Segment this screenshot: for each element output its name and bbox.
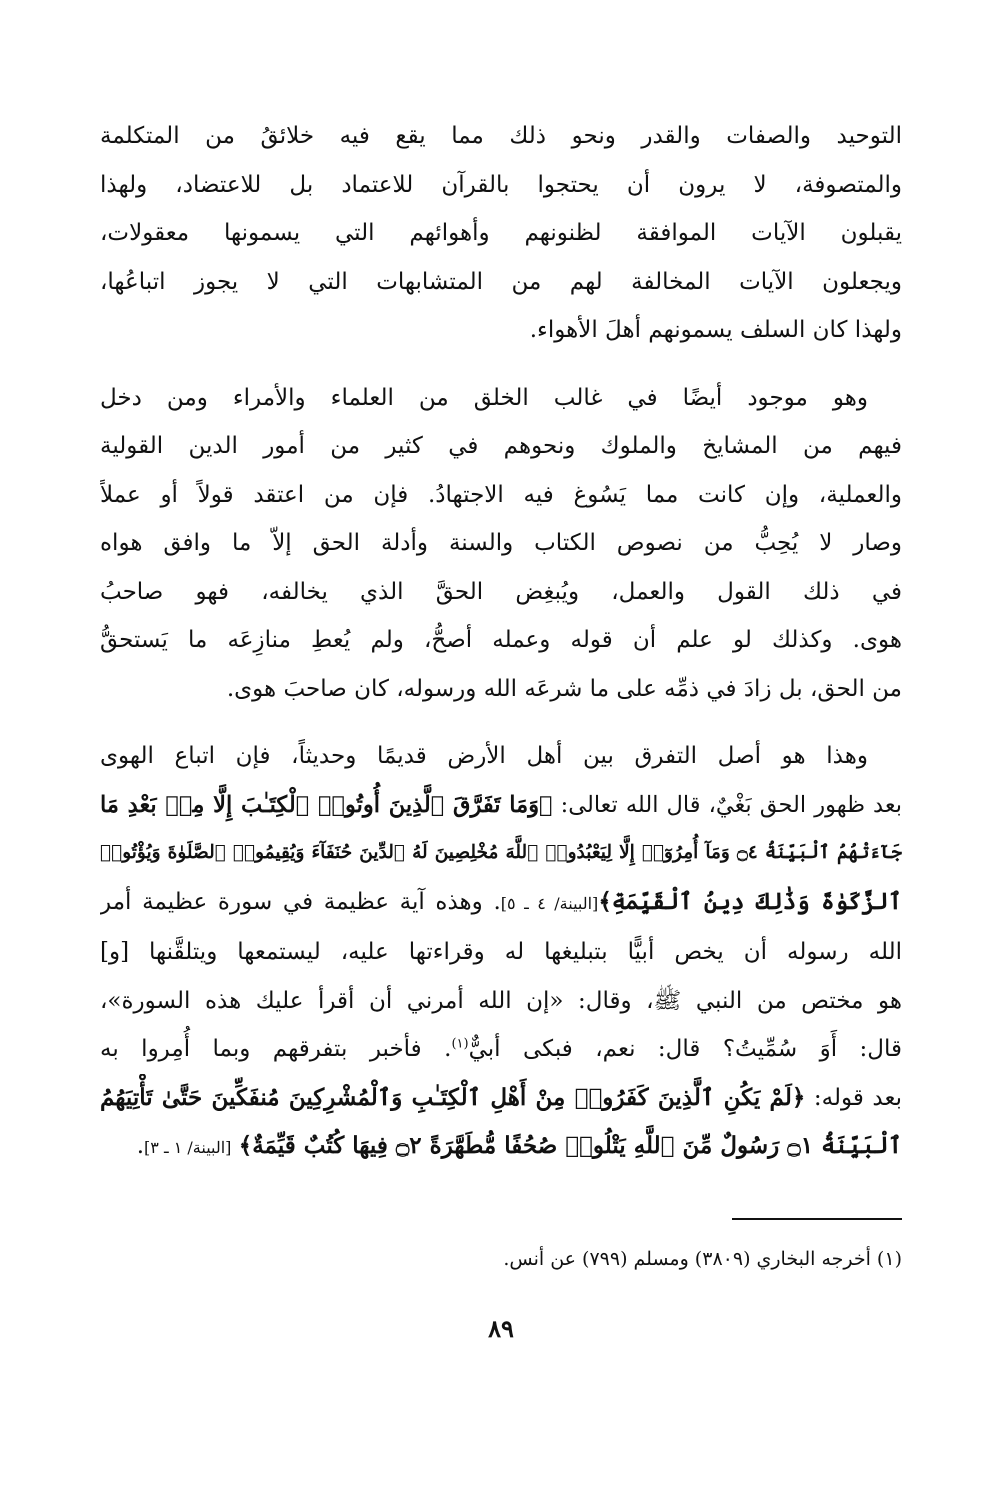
quran-verse-line: جَآءَتْهُمُ ٱلْبَيِّنَةُ ۝٤ وَمَآ أُمِرُوٓا۟ إِلَّا لِيَعْبُدُوا۟ ٱللَّهَ مُخْلِصِينَ لَهُ ٱلدِّينَ حُنَفَآءَ وَيُقِيمُوا۟ ٱلصَّلَوٰةَ وَيُؤْتُوا۟ <box>100 842 902 863</box>
text-line: فيهم من المشايخ والملوك ونحوهم في كثير من أمور الدين القولية <box>100 433 902 459</box>
text-line: يقبلون الآيات الموافقة لظنونهم وأهوائهم التي يسمونها معقولات، <box>100 220 902 246</box>
line-text: . فأخبر بتفرقهم وبما أُمِروا به <box>100 1036 452 1062</box>
page-number: ٨٩ <box>488 1314 514 1343</box>
paragraph-3 <box>100 732 902 1173</box>
text-line: التوحيد والصفات والقدر ونحو ذلك مما يقع فيه خلائقُ من المتكلمة <box>100 123 902 149</box>
line-text: بعد ظهور الحق بَغْيٌ، قال الله تعالى: <box>552 791 902 818</box>
text-line: وهو موجود أيضًا في غالب الخلق من العلماء والأمراء ومن دخل <box>100 384 868 411</box>
paragraph-2 <box>100 374 902 714</box>
text-line: ولهذا كان السلف يسمونهم أهلَ الأهواء. <box>529 317 902 343</box>
paragraph-1 <box>100 112 902 355</box>
line-text: . <box>136 1133 145 1159</box>
line-text: . وهذه آية عظيمة في سورة عظيمة أمر <box>100 888 501 915</box>
verse-citation: [البينة/ ١ ـ ٣] <box>144 1138 232 1157</box>
text-line <box>100 1025 902 1074</box>
footnote-marker: (١) <box>451 1036 469 1052</box>
text-line: في ذلك القول والعمل، ويُبغِض الحقَّ الذي يخالفه، فهو صاحبُ <box>100 578 902 605</box>
quran-verse: ﴿وَمَا تَفَرَّقَ ٱلَّذِينَ أُوتُوا۟ ٱلْكِتَـٰبَ إِلَّا مِنۢ بَعْدِ مَا <box>100 791 553 818</box>
line-text: قال: أَوَ سُمِّيتُ؟ قال: نعم، فبكى أبيٌّ <box>468 1036 902 1062</box>
text-line: وهذا هو أصل التفرق بين أهل الأرض قديمًا وحديثاً، فإن اتباع الهوى <box>100 743 868 769</box>
text-line: هوى. وكذلك لو علم أن قوله وعمله أصحُّ، ولم يُعطِ منازِعَه ما يَستحقُّ <box>100 627 902 653</box>
text-line <box>100 1074 902 1123</box>
text-line <box>100 878 902 929</box>
text-line: هو مختص من النبي ﷺ، وقال: «إن الله أمرني أن أقرأ عليك هذه السورة»، <box>100 987 902 1014</box>
footnote: (١) أخرجه البخاري (٣٨٠٩) ومسلم (٧٩٩) عن أنس. <box>503 1248 902 1270</box>
quran-verse: ٱلْبَيِّنَةُ ۝١ رَسُولٌ مِّنَ ٱللَّهِ يَتْلُوا۟ صُحُفًا مُّطَهَّرَةً ۝٢ فِيهَا كُتُبٌ قَيِّمَةٌ﴾ <box>238 1132 902 1159</box>
text-line: من الحق، بل زادَ في ذمِّه على ما شرعَه الله ورسوله، كان صاحبَ هوى. <box>226 675 902 702</box>
text-line: ويجعلون الآيات المخالفة لهم من المتشابهات التي لا يجوز اتباعُها، <box>100 268 902 295</box>
text-line: والعملية، وإن كانت مما يَسُوغ فيه الاجتهادُ. فإن من اعتقد قولاً أو عملاً <box>100 481 902 508</box>
quran-verse: ٱلزَّكَوٰةَ وَذَٰلِكَ دِينُ ٱلْقَيِّمَةِ﴾ <box>598 887 902 915</box>
page-body <box>100 112 902 1173</box>
line-text: بعد قوله: <box>805 1084 902 1111</box>
text-line: وصار لا يُحِبُّ من نصوص الكتاب والسنة وأدلة الحق إلاّ ما وافق هواه <box>100 530 902 556</box>
verse-citation: [البينة/ ٤ ـ ٥] <box>500 893 599 913</box>
quran-verse: ﴿لَمْ يَكُنِ ٱلَّذِينَ كَفَرُوا۟ مِنْ أَهْلِ ٱلْكِتَـٰبِ وَٱلْمُشْرِكِينَ مُنفَكِّينَ حَتَّىٰ تَأْتِيَهُمُ <box>100 1083 806 1111</box>
text-line: والمتصوفة، لا يرون أن يحتجوا بالقرآن للاعتماد بل للاعتضاد، ولهذا <box>100 171 902 198</box>
text-line <box>100 1122 902 1173</box>
text-line <box>100 781 902 830</box>
footnote-divider <box>732 1218 902 1220</box>
text-line: الله رسوله أن يخص أبيًّا بتبليغها له وقراءتها عليه، ليستمعها ويتلقَّنها [و] <box>100 939 902 965</box>
